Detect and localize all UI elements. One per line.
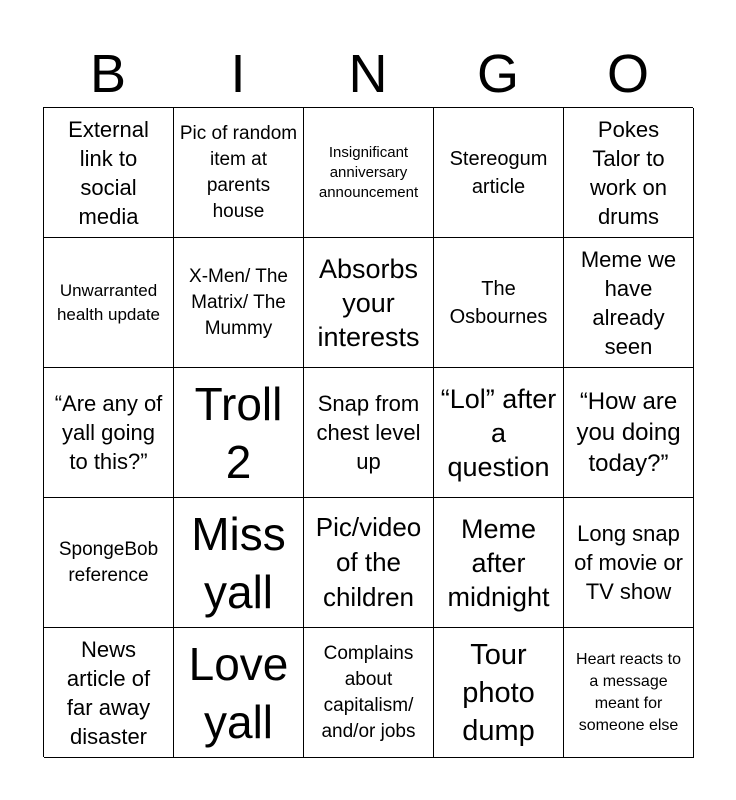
header-letter-i: I: [230, 44, 246, 104]
bingo-grid: [43, 107, 693, 757]
bingo-cell[interactable]: [44, 628, 174, 758]
cell-text: Miss yall: [191, 507, 286, 618]
bingo-cell[interactable]: [174, 238, 304, 368]
bingo-cell[interactable]: [304, 238, 434, 368]
cell-text: News article of far away disaster: [66, 636, 151, 749]
cell-text: “Are any of yall going to this?”: [54, 391, 163, 474]
cell-text: Pic of random item at parents house: [179, 122, 298, 222]
bingo-cell[interactable]: [44, 368, 174, 498]
header-letter-o: O: [606, 44, 649, 104]
cell-text: Tour photo dump: [462, 638, 535, 747]
header-letter-g: G: [476, 44, 519, 104]
header-letter-b: B: [89, 44, 127, 104]
cell-text: Love yall: [188, 637, 289, 748]
cell-text: Pic/video of the children: [315, 512, 422, 612]
bingo-cell[interactable]: [174, 108, 304, 238]
bingo-cell[interactable]: [564, 368, 694, 498]
cell-text: “Lol” after a question: [440, 383, 557, 482]
cell-text: External link to social media: [68, 116, 149, 229]
cell-text: Complains about capitalism/ and/or jobs: [321, 642, 416, 742]
cell-text: SpongeBob reference: [58, 538, 159, 586]
bingo-cell[interactable]: [44, 238, 174, 368]
bingo-cell[interactable]: [434, 108, 564, 238]
bingo-cell[interactable]: [434, 238, 564, 368]
bingo-cell[interactable]: [564, 108, 694, 238]
bingo-cell[interactable]: [44, 108, 174, 238]
bingo-cell[interactable]: [564, 628, 694, 758]
cell-text: Snap from chest level up: [316, 391, 421, 474]
cell-text: “How are you doing today?”: [576, 388, 681, 477]
cell-text: Meme we have already seen: [580, 246, 677, 359]
bingo-cell[interactable]: [304, 368, 434, 498]
bingo-cell[interactable]: [174, 628, 304, 758]
cell-text: Unwarranted health update: [56, 280, 161, 324]
bingo-cell[interactable]: [564, 498, 694, 628]
bingo-cell[interactable]: [174, 368, 304, 498]
cell-text: Meme after midnight: [447, 513, 550, 612]
cell-text: Long snap of movie or TV show: [574, 521, 683, 604]
bingo-cell[interactable]: [304, 498, 434, 628]
bingo-cell[interactable]: [44, 498, 174, 628]
bingo-cell[interactable]: [304, 628, 434, 758]
header-letter-n: N: [348, 44, 388, 104]
cell-text: Stereogum article: [449, 147, 548, 198]
cell-text: Pokes Talor to work on drums: [589, 116, 668, 229]
cell-text: X-Men/ The Matrix/ The Mummy: [189, 265, 288, 339]
bingo-cell[interactable]: [434, 498, 564, 628]
cell-text: Troll 2: [194, 377, 283, 488]
cell-text: The Osbournes: [449, 277, 548, 328]
bingo-cell[interactable]: [434, 368, 564, 498]
cell-text: Absorbs your interests: [317, 253, 420, 352]
bingo-header: [43, 44, 693, 104]
bingo-cell[interactable]: [434, 628, 564, 758]
bingo-cell[interactable]: [174, 498, 304, 628]
cell-text: Heart reacts to a message meant for someone else: [576, 650, 681, 734]
cell-text: Insignificant anniversary announcement: [318, 143, 419, 201]
bingo-cell[interactable]: [304, 108, 434, 238]
bingo-cell[interactable]: [564, 238, 694, 368]
